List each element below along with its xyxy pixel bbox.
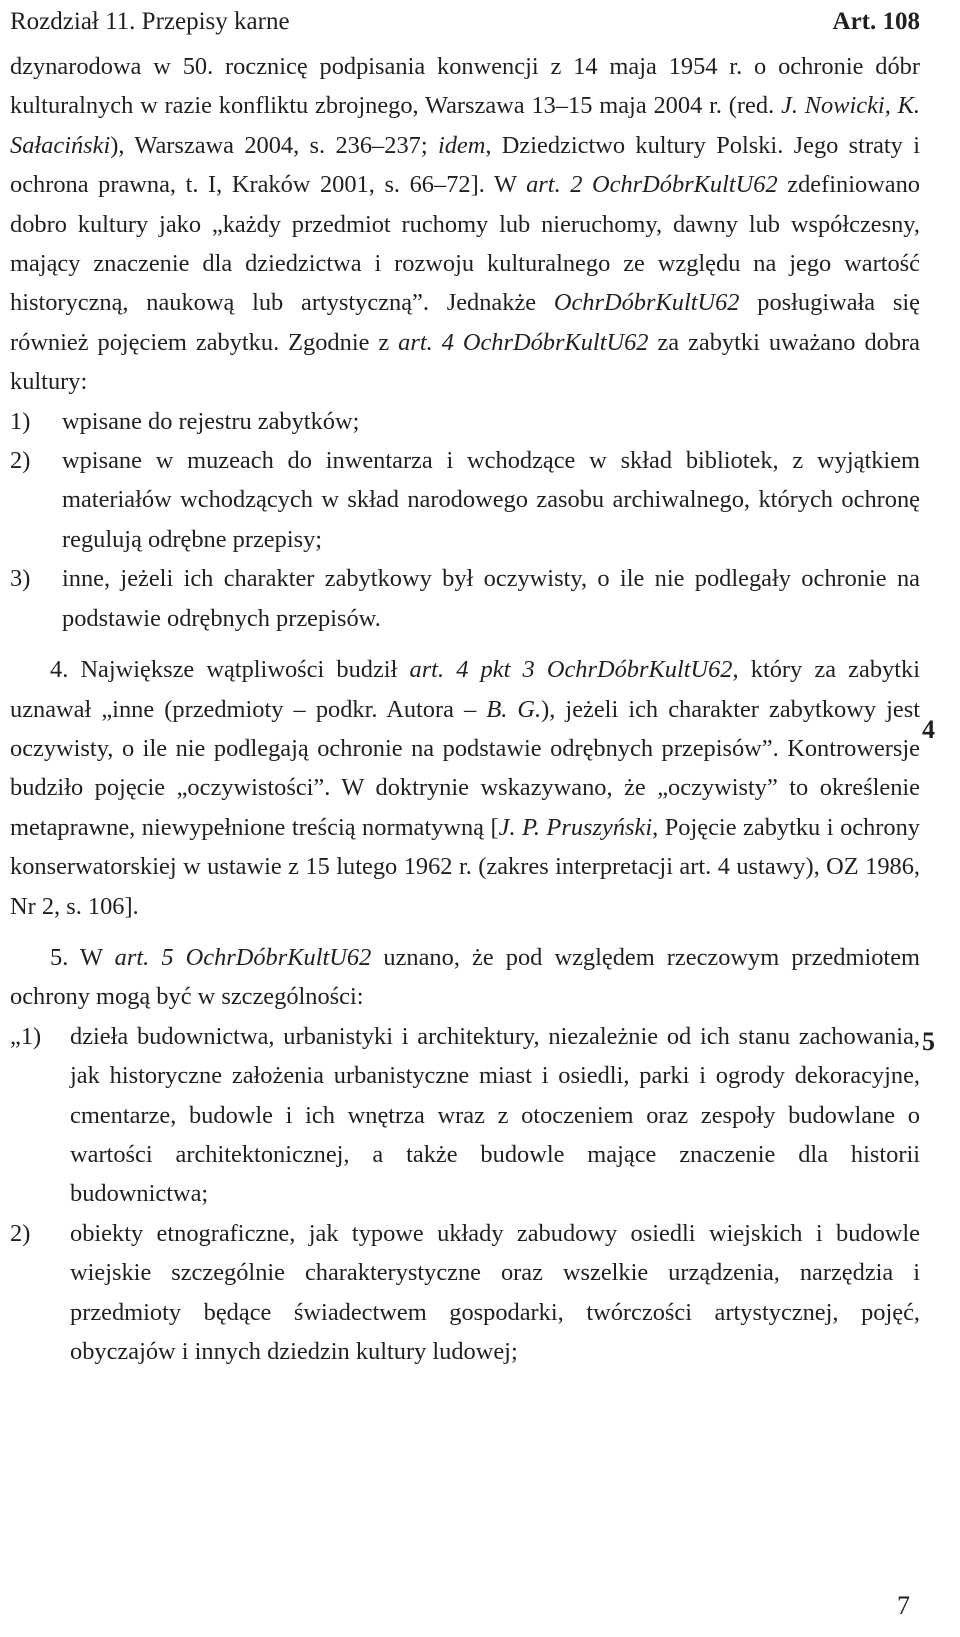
spacer [10, 926, 920, 938]
paragraph-5 [10, 938, 920, 1017]
running-header [10, 4, 920, 40]
statute-reference: art. 4 pkt 3 OchrDóbrKultU62 [409, 656, 733, 684]
text-run: , Pojęcie zabytku i ochrony konserwatorskiej w ustawie z 15 lutego 1962 r. (zakres interpretacji art. 4 ustawy), OZ 1986, Nr 2, s. 106]. [10, 813, 920, 920]
main-text [10, 47, 920, 1371]
author-names: J. P. Pruszyński [498, 813, 653, 841]
list-number: 3) [10, 565, 31, 593]
list-text: dzieła budownictwa, urbanistyki i architektury, niezależnie od ich stanu zachowania, jak historyczne założenia urbanistyczne miast i osiedli, parki i ogrody dekoracyjne, cmentarze, budowle i ich wnętrza wraz z otoczeniem oraz zespoły budowlane o wartości architektonicznej, a także budowle mające znaczenie dla historii budownictwa; [70, 1022, 920, 1208]
list-text: inne, jeżeli ich charakter zabytkowy był oczywisty, o ile nie podlegały ochronie na podstawie odrębnych przepisów. [62, 565, 920, 632]
list-number: „1) [10, 1022, 42, 1050]
list-number: 2) [10, 447, 31, 475]
list-number: 1) [10, 407, 31, 435]
text-run: zdefiniowano dobro kultury jako „każdy przedmiot ruchomy lub nieruchomy, dawny lub współczesny, mający znaczenie dla dziedzictwa i rozwoju kulturalnego ze względu na jego wartość historyczną, naukową lub artystyczną”. Jednakże [10, 171, 920, 317]
author-names: J. Nowicki, K. Sałaciński [10, 92, 920, 159]
text-run: 4. Największe wątpliwości budził [50, 656, 410, 684]
page-number: 7 [897, 1591, 910, 1620]
text-run: ), jeżeli ich charakter zabytkowy jest oczywisty, o ile nie podlegają ochronie na podstawie odrębnych przepisów”. Kontrowersje budziło pojęcie „oczywistości”. W doktrynie wskazywano, że „oczywisty” to określenie metaprawne, niewypełnione treścią normatywną [ [10, 695, 920, 841]
margin-number-4: 4 [922, 715, 935, 744]
text-run: , Dziedzictwo kultury Polski. Jego straty i ochrona prawna, t. I, Kraków 2001, s. 66–72]. W [10, 131, 920, 199]
list-text: obiekty etnograficzne, jak typowe układy zabudowy osiedli wiejskich i budowle wiejskie szczególnie charakterystyczne oraz wszelkie urządzenia, narzędzia i przedmioty będące świadectwem gospodarki, twórczości artystycznej, pojęć, obyczajów i innych dziedzin kultury ludowej; [70, 1219, 920, 1365]
list-item [10, 1214, 920, 1372]
intro-paragraph [10, 47, 920, 402]
text-run: za zabytki uważano dobra kultury: [10, 328, 920, 396]
author-initials: B. G. [486, 695, 542, 723]
text-run: dzynarodowa w 50. rocznicę podpisania konwencji z 14 maja 1954 r. o ochronie dóbr kulturalnych w razie konfliktu zbrojnego, Warszawa 13–15 maja 2004 r. (red. [10, 53, 920, 120]
text-run: ), Warszawa 2004, s. 236–237; [110, 131, 438, 159]
list-item [10, 402, 920, 441]
statute-reference: OchrDóbrKultU62 [553, 289, 740, 317]
statute-reference: art. 4 OchrDóbrKultU62 [398, 328, 649, 356]
list-text: wpisane do rejestru zabytków; [62, 407, 360, 435]
statute-reference: art. 2 OchrDóbrKultU62 [526, 171, 778, 199]
list-number: 2) [10, 1219, 31, 1247]
text-run: posługiwała się również pojęciem zabytku. Zgodnie z [10, 289, 920, 356]
document-page [10, 0, 920, 1637]
idem: idem [437, 131, 486, 159]
text-run: 5. W [50, 943, 115, 971]
chapter-title: Rozdział 11. Przepisy karne [10, 8, 290, 35]
list-text: wpisane w muzeach do inwentarza i wchodzące w skład bibliotek, z wyjątkiem materiałów wchodzących w skład narodowego zasobu archiwalnego, których ochronę regulują odrębne przepisy; [62, 447, 920, 553]
text-run: uznano, że pod względem rzeczowym przedmiotem ochrony mogą być w szczególności: [10, 943, 920, 1011]
list-przedmioty [10, 1017, 920, 1372]
statute-reference: art. 5 OchrDóbrKultU62 [114, 943, 372, 971]
list-item [10, 1017, 920, 1214]
list-item [10, 559, 920, 638]
text-run: , który za zabytki uznawał „inne (przedmioty – podkr. Autora – [10, 656, 920, 723]
list-zabytki [10, 402, 920, 638]
paragraph-4 [10, 650, 920, 926]
spacer [10, 638, 920, 650]
margin-number-5: 5 [922, 1027, 935, 1056]
article-number: Art. 108 [832, 8, 920, 35]
list-item [10, 441, 920, 559]
